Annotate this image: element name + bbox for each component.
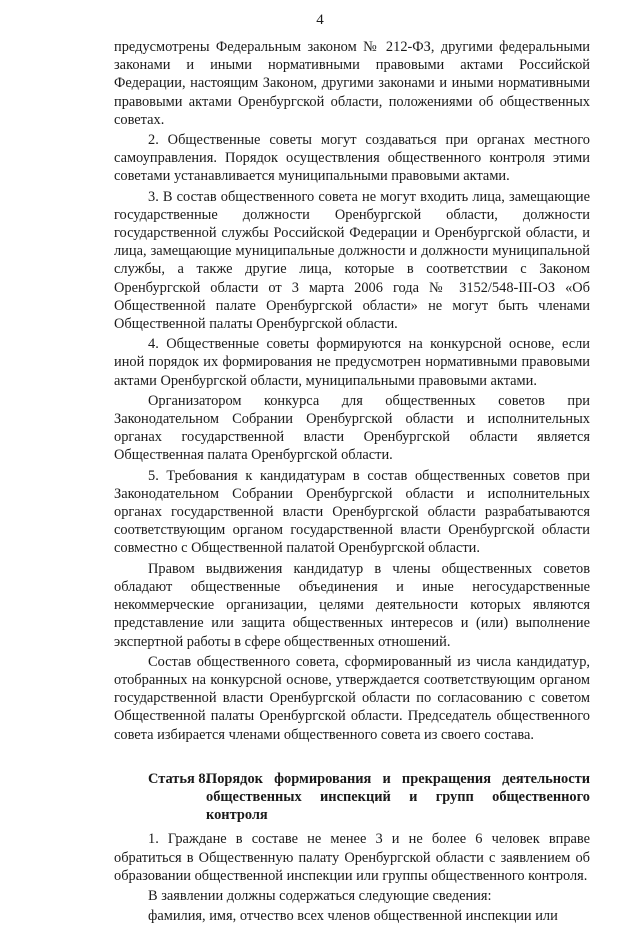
paragraph-names: фамилия, имя, отчество всех членов общественной инспекции или: [148, 908, 558, 925]
paragraph-item-2: 2. Общественные советы могут создаваться при органах местного самоуправления. Порядок осуществления общественного контроля этими советами устанавливается муниципальными правовыми актами.: [114, 132, 590, 185]
paragraph-item-3: 3. В состав общественного совета не могут входить лица, замещающие государственные должности Оренбургской области, должности государственной службы Российской Федерации и Оренбургской области, и лица, замещающие муниципальные должности и должности муниципальной службы, а также другие лица, которые в соответствии с Законом Оренбургской области от 3 марта 2006 года № 3152/548-III-ОЗ «Об Общественной палате Оренбургской области» не могут быть членами Общественной палаты Оренбургской области.: [114, 188, 590, 333]
paragraph-statement-info: В заявлении должны содержаться следующие сведения:: [148, 887, 492, 904]
paragraph-item-4: 4. Общественные советы формируются на конкурсной основе, если иной порядок их формирования не предусмотрен нормативными правовыми актами Оренбургской области, муниципальными правовыми актами.: [114, 336, 590, 389]
article-heading: [114, 770, 590, 825]
document-body: [114, 38, 590, 925]
paragraph-item-5: 5. Требования к кандидатурам в состав общественных советов при Законодательном Собрании Оренбургской области и исполнительных органах государственной власти Оренбургской области разрабатываются соответствующим органом государственной власти Оренбургской области совместно с Общественной палатой Оренбургской области.: [114, 467, 590, 557]
paragraph-organizer: Организатором конкурса для общественных советов при Законодательном Собрании Оренбургской области и исполнительных органах государственной власти Оренбургской области является Общественная палата Оренбургской области.: [114, 392, 590, 464]
paragraph-nomination: Правом выдвижения кандидатур в члены общественных советов обладают общественные объединения и иные негосударственные некоммерческие организации, целями деятельности которых являются представление или защита общественных интересов и (или) выполнение экспертной работы в сфере общественных отношений.: [114, 560, 590, 650]
article-title: Порядок формирования и прекращения деятельности общественных инспекций и групп общественного контроля: [206, 770, 590, 824]
paragraph-composition: Состав общественного совета, сформированный из числа кандидатур, отобранных на конкурсной основе, утверждается соответствующим органом государственной власти Оренбургской области по согласованию с советом Общественной палаты Оренбургской области. Председатель общественного совета избирается членами общественного совета из своего состава.: [114, 653, 590, 743]
paragraph-article-item-1: 1. Граждане в составе не менее 3 и не более 6 человек вправе обратиться в Общественную палату Оренбургской области с заявлением об образовании общественной инспекции или группы общественного контроля.: [114, 831, 590, 884]
paragraph-continuation: предусмотрены Федеральным законом № 212-ФЗ, другими федеральными законами и иными нормативными правовыми актами Российской Федерации, настоящим Законом, другими законами и иными нормативными правовыми актами Оренбургской области, положениями об общественных советах.: [114, 39, 590, 128]
article-number: Статья 8.: [148, 770, 210, 787]
page-number: 4: [316, 12, 324, 28]
